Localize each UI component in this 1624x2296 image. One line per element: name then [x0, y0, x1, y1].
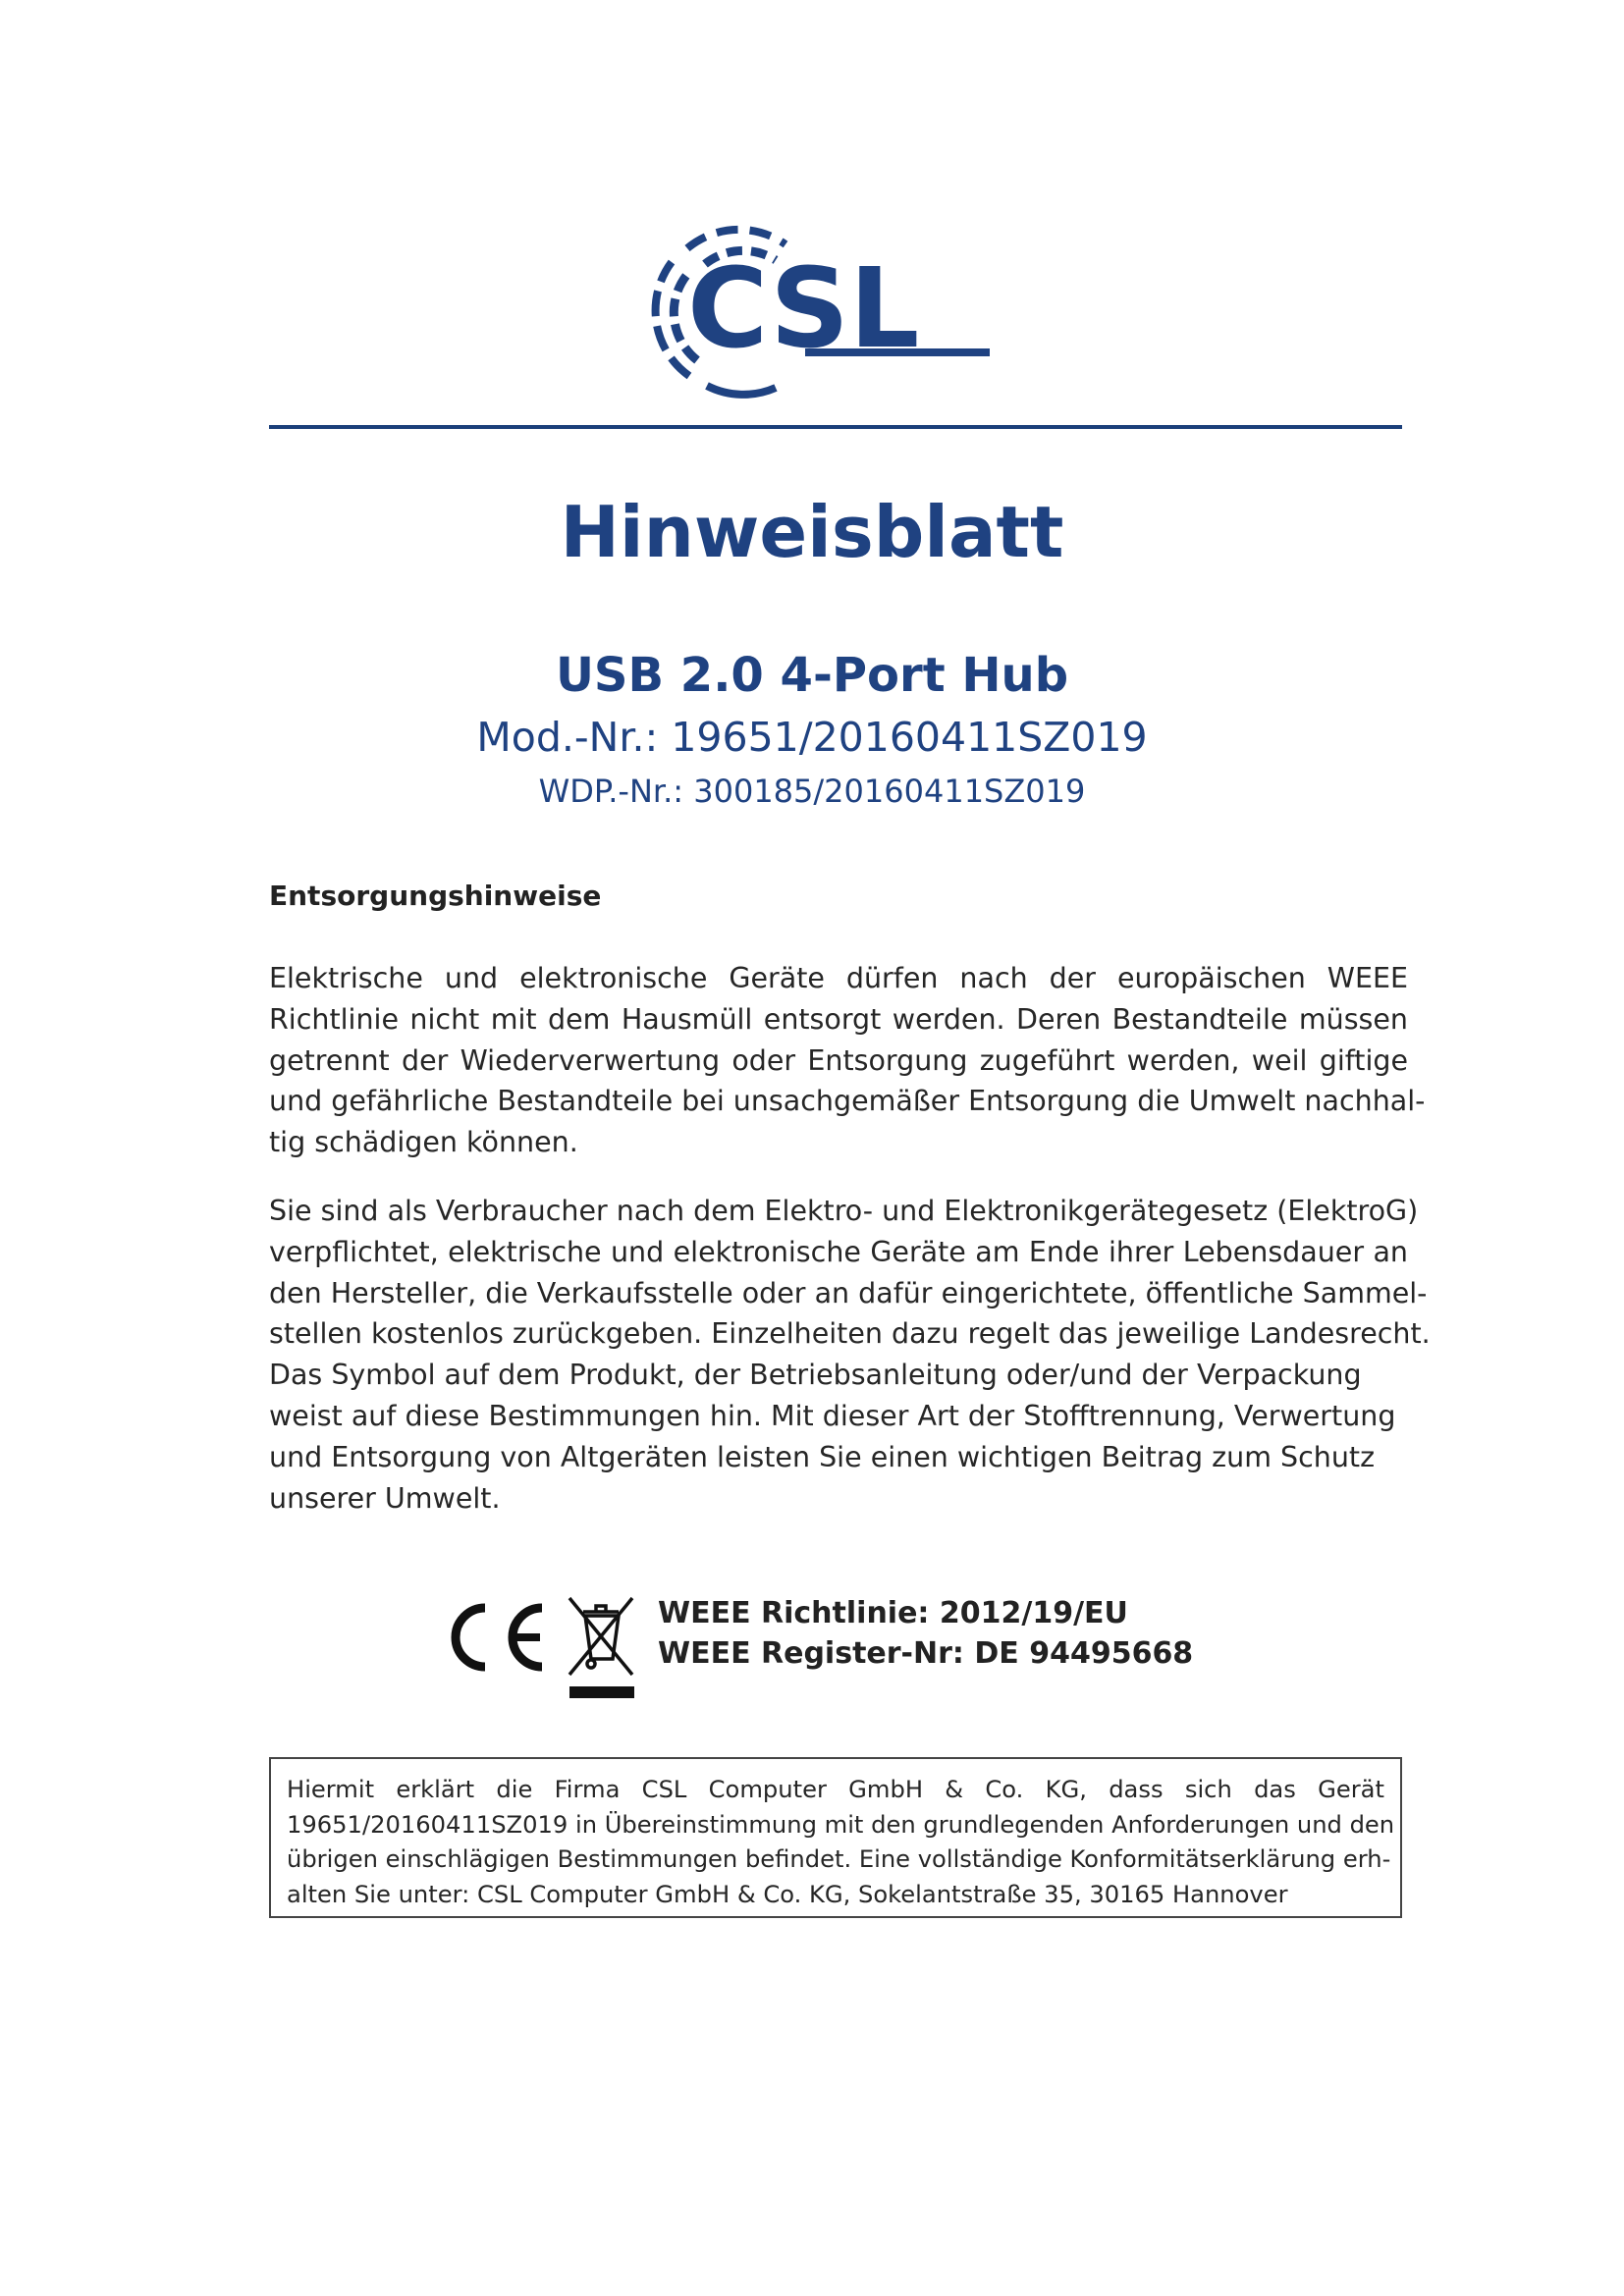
product-name: USB 2.0 4-Port Hub: [555, 648, 1069, 703]
ce-mark-icon: [440, 1600, 546, 1675]
paragraph-line: stellen kostenlos zurückgeben. Einzelheiten dazu regelt das jeweilige Landesrecht.: [269, 1317, 1431, 1351]
paragraph-line: getrennt der Wiederverwertung oder Entsorgung zugeführt werden, weil giftige: [269, 1043, 1408, 1077]
paragraph-line: verpflichtet, elektrische und elektronische Geräte am Ende ihrer Lebensdauer an: [269, 1235, 1408, 1268]
model-number: Mod.-Nr.: 19651/20160411SZ019: [476, 714, 1148, 761]
disposal-paragraph-1: [269, 958, 1426, 1163]
declaration-line: 19651/20160411SZ019 in Übereinstimmung mit den grundlegenden Anforderungen und den: [287, 1810, 1395, 1839]
weee-register-number: WEEE Register-Nr: DE 94495668: [658, 1636, 1194, 1671]
page-title: Hinweisblatt: [560, 491, 1064, 573]
declaration-line: Hiermit erklärt die Firma CSL Computer GmbH & Co. KG, dass sich das Gerät: [287, 1776, 1384, 1803]
paragraph-line: den Hersteller, die Verkaufsstelle oder an dafür eingerichtete, öffentliche Sammel-: [269, 1276, 1428, 1309]
paragraph-line: Elektrische und elektronische Geräte dürfen nach der europäischen WEEE: [269, 962, 1408, 994]
crossed-out-wheelie-bin-icon: [564, 1592, 638, 1700]
declaration-line: alten Sie unter: CSL Computer GmbH & Co. KG, Sokelantstraße 35, 30165 Hannover: [287, 1880, 1288, 1908]
paragraph-line: tig schädigen können.: [269, 1126, 578, 1159]
paragraph-line: Richtlinie nicht mit dem Hausmüll entsorgt werden. Deren Bestandteile müssen: [269, 1002, 1408, 1036]
header-divider: [269, 425, 1402, 429]
declaration-line: übrigen einschlägigen Bestimmungen befindet. Eine vollständige Konformitätserklärung erh-: [287, 1845, 1391, 1873]
section-heading: Entsorgungshinweise: [269, 880, 602, 912]
paragraph-line: unserer Umwelt.: [269, 1481, 501, 1515]
wdp-number: WDP.-Nr.: 300185/20160411SZ019: [538, 773, 1086, 810]
disposal-paragraph-2: [269, 1191, 1431, 1519]
logo-text: CSL: [687, 245, 920, 373]
paragraph-line: und gefährliche Bestandteile bei unsachgemäßer Entsorgung die Umwelt nachhal-: [269, 1085, 1426, 1118]
paragraph-line: Sie sind als Verbraucher nach dem Elektro- und Elektronikgerätegesetz (ElektroG): [269, 1195, 1419, 1227]
csl-logo: [628, 221, 1001, 402]
paragraph-line: weist auf diese Bestimmungen hin. Mit dieser Art der Stofftrennung, Verwertung: [269, 1399, 1396, 1432]
declaration-text: [287, 1773, 1395, 1912]
weee-info: [658, 1593, 1193, 1674]
weee-directive: WEEE Richtlinie: 2012/19/EU: [658, 1596, 1128, 1630]
paragraph-line: Das Symbol auf dem Produkt, der Betriebsanleitung oder/und der Verpackung: [269, 1359, 1362, 1392]
paragraph-line: und Entsorgung von Altgeräten leisten Sie einen wichtigen Beitrag zum Schutz: [269, 1440, 1376, 1473]
declaration-box: [269, 1757, 1402, 1918]
